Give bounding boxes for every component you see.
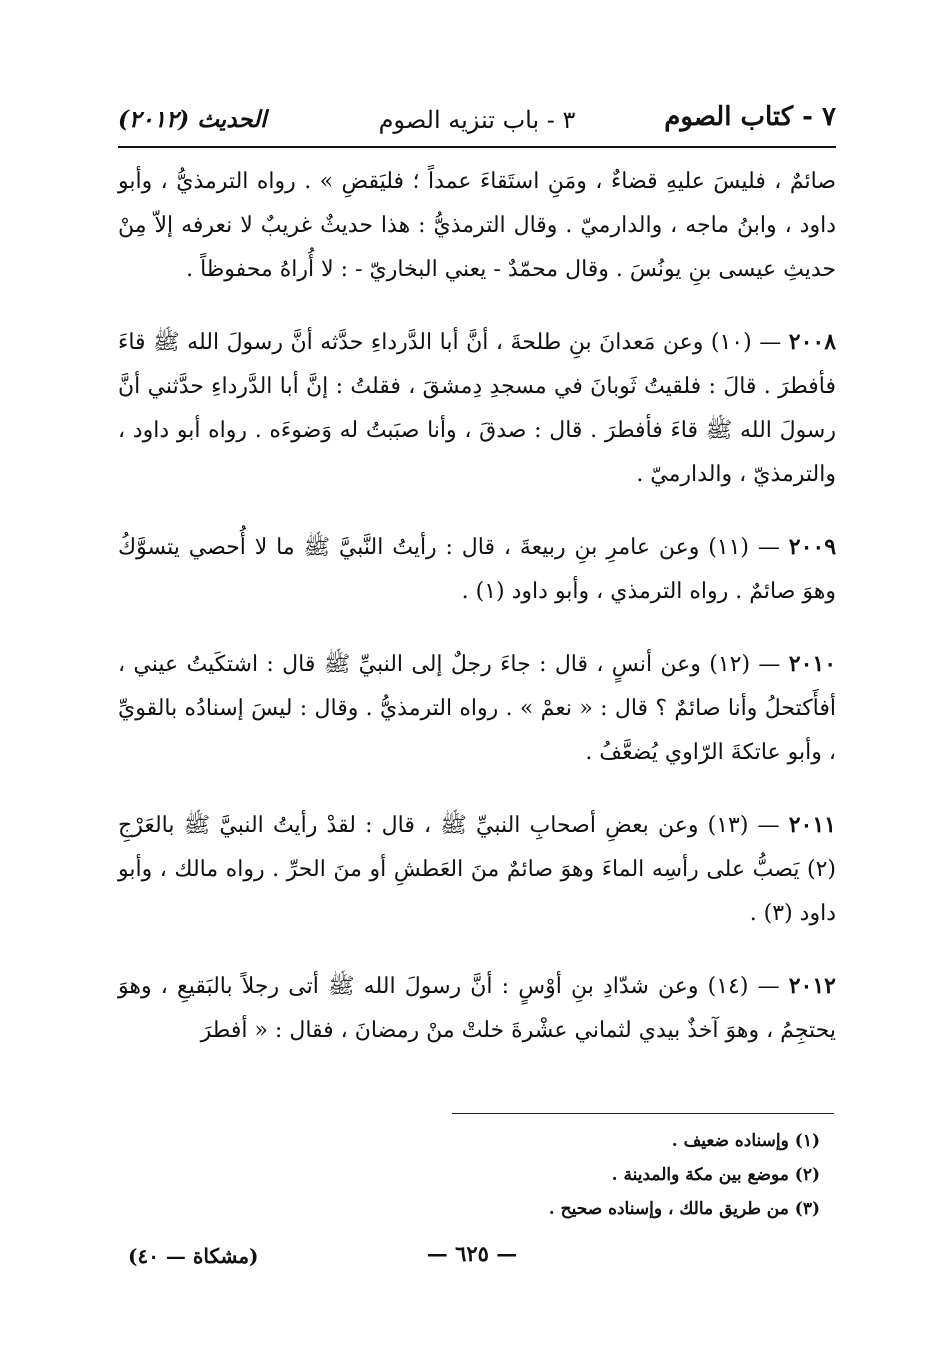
hadith-number: ٢٠١٢ — [788, 973, 836, 999]
paragraph-text: — (١٣) وعن بعضِ أصحابِ النبيِّ ﷺ ، قال : لقدْ رأيتُ النبيَّ ﷺ بالعَرْجِ (٢) يَصبُّ على رأسِه الماءَ وهوَ صائمٌ منَ العَطشِ أو منَ الحرِّ . رواه مالك ، وأبو داود (٣) . — [118, 813, 836, 926]
hadith-paragraph — [118, 525, 836, 614]
footnote-divider — [452, 1113, 834, 1114]
hadith-paragraph — [118, 964, 836, 1053]
hadith-paragraph — [118, 320, 836, 497]
section-title: ٣ - باب تنزيه الصوم — [378, 106, 576, 134]
chapter-title: ٧ - كتاب الصوم — [664, 102, 836, 132]
hadith-paragraph — [118, 642, 836, 775]
paragraph-text: صائمٌ ، فليسَ عليهِ قضاءٌ ، ومَنِ استَقاءَ عمداً ؛ فليَقضِ » . رواه الترمذيُّ ، وأبو داود ، وابنُ ماجه ، والدارميّ . وقال الترمذيُّ : هذا حديثٌ غريبٌ لا نعرفه إلاّ مِنْ حديثِ عيسى بنِ يونُسَ . وقال محمّدٌ - يعني البخاريّ - : لا أُراهُ محفوظاً . — [118, 169, 836, 282]
page-number: — ٦٢٥ — — [426, 1241, 518, 1266]
paragraph-text: — (١٤) وعن شدّادِ بنِ أوْسٍ : أنَّ رسولَ الله ﷺ أتى رجلاً بالبَقيعِ ، وهوَ يحتجِمُ ، وهوَ آخذٌ بيدي لثماني عشْرةَ خلتْ منْ رمضانَ ، فقال : « أفطرَ — [118, 974, 836, 1043]
hadith-number: ٢٠٠٩ — [788, 534, 837, 560]
footnotes — [549, 1124, 820, 1226]
hadith-range: الحديث (٢٠١٢) — [118, 106, 267, 133]
hadith-number: ٢٠١٠ — [788, 651, 837, 677]
footnote-1: (١) وإسناده ضعيف . — [671, 1131, 820, 1151]
page-header — [118, 96, 836, 148]
footnote-3: (٣) من طريق مالك ، وإسناده صحيح . — [548, 1199, 820, 1219]
hadith-paragraph — [118, 803, 836, 936]
paragraph-continuation — [118, 160, 836, 292]
paragraph-text: — (١٠) وعن مَعدانَ بنِ طلحةَ ، أنَّ أبا الدَّرداءِ حدَّثه أنَّ رسولَ الله ﷺ قاءَ فأفطرَ . قالَ : فلقيتُ ثَوبانَ في مسجدِ دِمشقَ ، فقلتُ : إنَّ أبا الدَّرداءِ حدَّثني أنَّ رسولَ الله ﷺ قاءَ فأفطرَ . قال : صدقَ ، وأنا صبَبتُ له وَضوءَه . رواه أبو داود ، والترمذيّ ، والدارميّ . — [118, 330, 836, 487]
volume-reference: (مشكاة — ٤٠) — [128, 1244, 259, 1268]
hadith-number: ٢٠١١ — [788, 812, 836, 838]
paragraph-text: — (١١) وعن عامرِ بنِ ربيعةَ ، قال : رأيتُ النَّبيَّ ﷺ ما لا أُحصي يتسوَّكُ وهوَ صائمٌ . رواه الترمذي ، وأبو داود (١) . — [118, 535, 836, 604]
footnote-2: (٢) موضع بين مكة والمدينة . — [611, 1165, 820, 1185]
paragraph-text: — (١٢) وعن أنسٍ ، قال : جاءَ رجلٌ إلى النبيِّ ﷺ قال : اشتكَيتُ عيني ، أفأَكتحلُ وأنا صائمٌ ؟ قال : « نعمْ » . رواه الترمذيُّ . وقال : ليسَ إسنادُه بالقويِّ ، وأبو عاتكةَ الرّاوي يُضعَّفُ . — [118, 652, 836, 765]
hadith-number: ٢٠٠٨ — [788, 329, 837, 355]
page-body — [118, 160, 836, 1053]
